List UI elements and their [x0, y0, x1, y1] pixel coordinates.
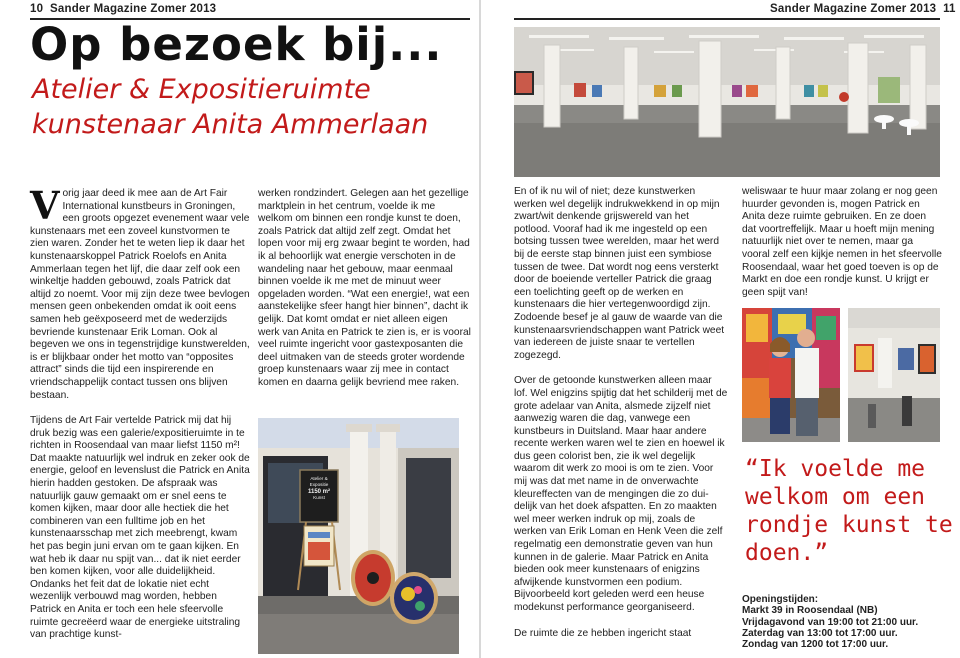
- left-page-number: 10: [30, 3, 44, 15]
- article-column-3: [514, 186, 728, 653]
- paragraph: weliswaar te huur maar zolang er nog geen huurder gevonden is, mogen Patrick en Anita deze ruimte gebruiken. En ze doen dat voortreffelijk. Maar u hoeft mijn mening natuurlijk niet over te nemen, maar ga vooral zelf een kijkje nemen in het sfeervolle Roosendaal, waar het goed toeven is op de Markt en doe een rondje kunst. U krijgt er geen spijt van!: [742, 186, 942, 298]
- article-column-2: [258, 188, 472, 403]
- article-column-4: [742, 186, 942, 312]
- paragraph: De ruimte die ze hebben ingericht staat: [514, 627, 692, 639]
- pull-quote: “Ik voelde me welkom om een rondje kunst te doen.”: [745, 456, 953, 566]
- paragraph-text: orig jaar deed ik mee aan de Art Fair International kunstbeurs in Groningen, een groots opgezet evenement waar vele kunstenaars met een zoveel kunstvormen te zien waren. Zonder het te weten liep ik daar het kunstenaarskoppel Patrick Roelofs en Anita Ammerlaan tegen het lijf, die daar zelf ook een winkeltje hadden gebouwd, zoals Patrick dat altijd zo noemt. Voor mij zijn deze twee bevlogen mensen geen onbekenden omdat ik ooit eens samen heb geëxposeerd met de wederzijds bevriende kunstenaar Erik Loman. Ook al begeven we ons in tegenstrijdige kunstwerelden, is er blijkbaar onder het motto van “opposites attract” sinds die tijd een inspirerende en vriendschappelijk contact tussen ons blijven bestaan.: [30, 188, 250, 401]
- storefront-photo: [258, 418, 459, 654]
- gallery-wall-photo: [848, 308, 940, 442]
- paragraph: [30, 183, 250, 402]
- storefront-sign: [303, 476, 335, 502]
- opening-hours-line: Vrijdagavond van 19:00 tot 21:00 uur.: [742, 616, 919, 628]
- sign-line: 1150 m²: [307, 488, 331, 495]
- drop-cap: V: [30, 183, 60, 228]
- artists-photo: [742, 308, 840, 442]
- sign-line: Kunst: [313, 495, 325, 501]
- paragraph: werken rondzindert. Gelegen aan het gezellige marktplein in het centrum, voelde ik me welkom om binnen een rondje kunst te doen, zoals Patrick dat altijd zelf zegt. Omdat het lopen voor mij erg zwaar begint te worden, had ik al behoorlijk wat energie verschoten in de wandeling naar het gebouw, maar eenmaal binnen voelde ik me met de minuut weer opgeladen worden. “Wat een energie!, wat een aanstekelijke sfeer hangt hier binnen”, dacht ik gelijk. Dat komt omdat er niet alleen eigen werk van Anita en Patrick te zien is, er is vooral veel ruimte ingericht voor gastexposanten die deel uitmaken van de steeds groter wordende groep kunstenaars waar zij mee in contact komen en daarna gelijk bevriend mee raken.: [258, 188, 471, 388]
- paragraph: En of ik nu wil of niet; deze kunstwerken werken wel degelijk indrukwekkend in op mijn zwart/wit denkende grijswereld van het potlood. Vooraf had ik me ingesteld op een botsing tussen twee werelden, maar het werd bij de eerste stap binnen juist een symbiose tussen de twee. Dat wordt nog eens versterkt door de boeiende verteller Patrick die graag een toelichting geeft op de werken en kunstenaars die hier vertegenwoordigd zijn. Zodoende besef je al gauw de waarde van die kunstenaarsvriendschappen want Patrick weet van iedereen de juiste snaar te vertellen zogezegd.: [514, 186, 725, 361]
- left-running-title: Sander Magazine Zomer 2013: [50, 3, 217, 15]
- opening-hours-heading: Openingstijden:: [742, 594, 819, 605]
- right-page: [480, 0, 960, 658]
- paragraph: Tijdens de Art Fair vertelde Patrick mij dat hij druk bezig was een galerie/expositieruimte in te richten in Roosendaal van maar liefst 1150 m²! Dat maakte natuurlijk wel indruk en zeker ook de energie, geloof en levenslust die Patrick en Anita hierin hadden gestoken. De afspraak was natuurlijk gauw gemaakt om er snel eens te komen kijken, maar door alle hectiek die het combineren van een fulltime job en het kunstenaarsschap met zich meebrengt, kwam het pas begin juni ervan om te gaan kijken. En wat heb ik daar nu spijt van... dat ik niet eerder ben komen kijken, voor alle duidelijkheid. Ondanks het feit dat de lokatie niet echt wezenlijk verbouwd mag worden, hebben Patrick en Anita er toch een hele sfeervolle ruimte gecreëerd waar de energieke uitstraling van prachtige kunst-: [30, 415, 250, 641]
- opening-hours-line: Zondag van 1200 tot 17:00 uur.: [742, 639, 889, 651]
- right-header-rule: [514, 18, 940, 20]
- article-title: Op bezoek bij...: [30, 18, 443, 71]
- opening-hours-address: Markt 39 in Roosendaal (NB): [742, 605, 878, 617]
- right-page-number: 11: [943, 3, 956, 15]
- right-page-header: [770, 3, 956, 15]
- article-subtitle: Atelier & Expositieruimte kunstenaar Anita Ammerlaan: [32, 74, 429, 140]
- paragraph: Over de getoonde kunstwerken alleen maar lof. Wel enigzins spijtig dat het schilderij met de grote adelaar van Anita, alsmede zijzelf niet aanwezig waren die dag, vanwege een kunstbeurs in Duitsland. Maar haar andere recente werken waren wel te zien en hoewel ik dus geen colorist ben, zie ik wel degelijk waarom dit werk zo mooi is om te zien. Voor mij was dat met name in de onverwachte kleureffecten van de mengingen die zo duidelijk van het doek afspatten. En zo maakten wel meer werken indruk op mij, zoals de werken van Erik Loman en Henk Veen die zelf regelmatig een demonstratie geven van hun kunnen in de galerie. Maar Patrick en Anita bieden ook meer kunstenaars of enigzins afwijkende kunstvormen een podium. Bijvoorbeeld kort geleden werd een heuse modekunst performance georganiseerd.: [514, 375, 728, 613]
- opening-hours-line: Zaterdag van 13:00 tot 17:00 uur.: [742, 627, 898, 639]
- opening-hours: [742, 594, 918, 650]
- sign-line: Atelier & Expositie: [309, 476, 329, 488]
- article-column-1: [30, 183, 250, 655]
- left-page-header: [30, 3, 216, 15]
- gallery-interior-photo: [514, 27, 940, 177]
- right-running-title: Sander Magazine Zomer 2013: [770, 3, 937, 15]
